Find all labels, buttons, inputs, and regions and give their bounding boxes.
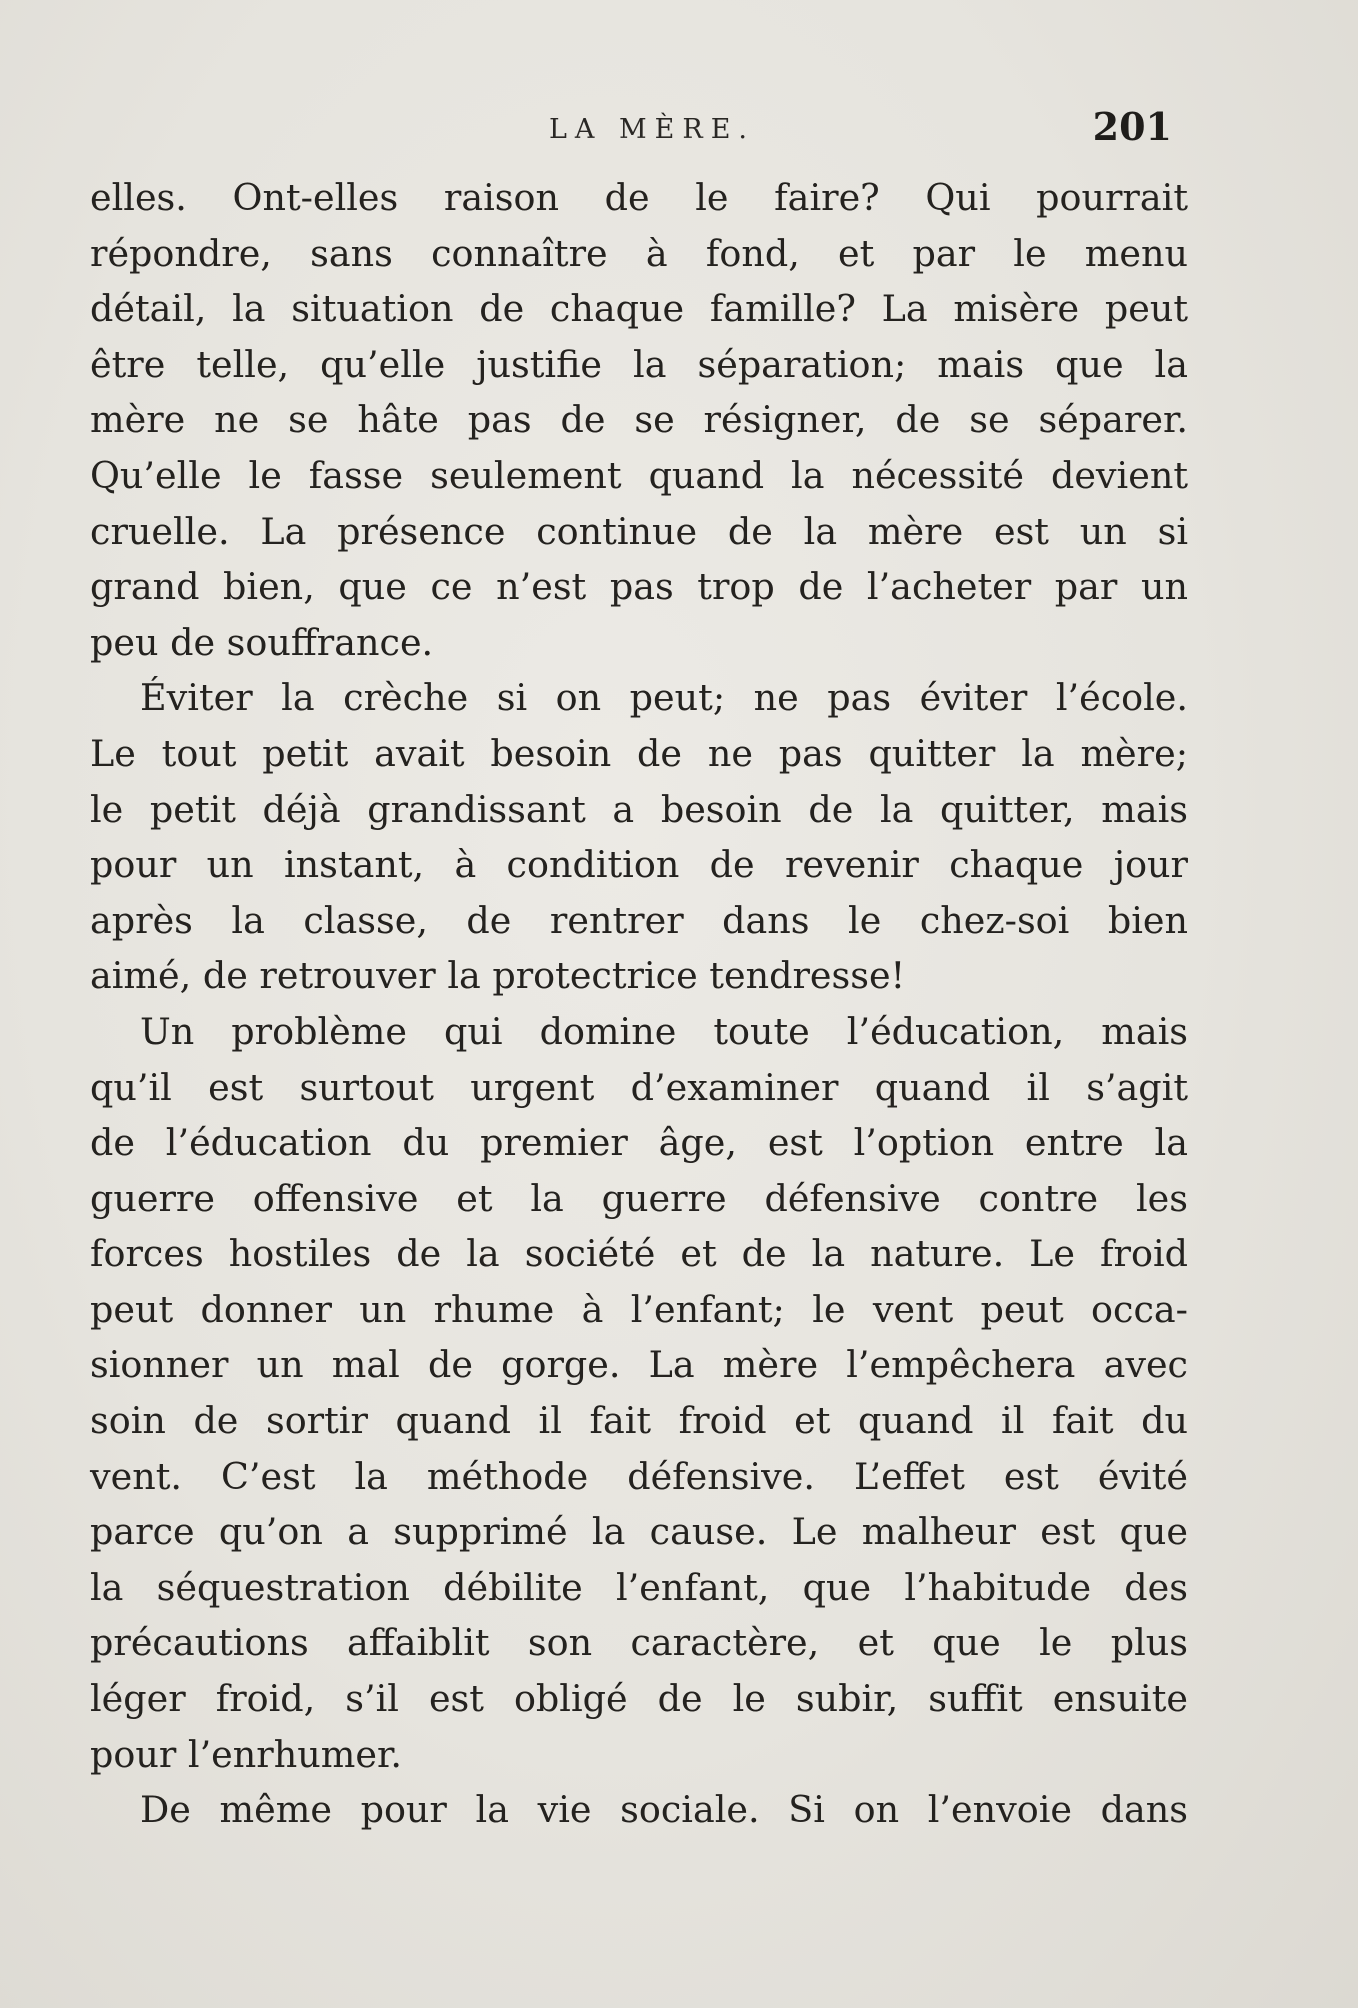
text-line: aimé, de retrouver la protectrice tendresse! xyxy=(90,954,906,998)
text-line: détail, la situation de chaque famille? La misère peut xyxy=(90,287,1188,331)
paragraph xyxy=(90,670,1188,1004)
text-line: forces hostiles de la société et de la nature. Le froid xyxy=(90,1232,1188,1276)
text-line: Éviter la crèche si on peut; ne pas éviter l’école. xyxy=(140,676,1188,720)
text-line: sionner un mal de gorge. La mère l’empêchera avec xyxy=(90,1343,1188,1387)
text-line: peu de souffrance. xyxy=(90,620,434,664)
text-line: de l’éducation du premier âge, est l’option entre la xyxy=(90,1121,1188,1165)
text-line: guerre offensive et la guerre défensive contre les xyxy=(90,1176,1188,1220)
text-line: être telle, qu’elle justifie la séparation; mais que la xyxy=(90,342,1188,386)
text-line: léger froid, s’il est obligé de le subir, suffit ensuite xyxy=(90,1677,1188,1721)
text-line: Qu’elle le fasse seulement quand la nécessité devient xyxy=(90,453,1188,497)
running-head: LA MÈRE. xyxy=(549,114,755,145)
text-line: parce qu’on a supprimé la cause. Le malheur est que xyxy=(90,1510,1188,1554)
text-line: précautions affaiblit son caractère, et que le plus xyxy=(90,1621,1188,1665)
text-line: elles. Ont-elles raison de le faire? Qui pourrait xyxy=(90,176,1188,219)
text-line: peut donner un rhume à l’enfant; le vent peut occa- xyxy=(90,1287,1188,1331)
text-line: après la classe, de rentrer dans le chez-soi bien xyxy=(90,898,1188,942)
text-line: De même pour la vie sociale. Si on l’envoie dans xyxy=(140,1788,1188,1832)
text-line: Un problème qui domine toute l’éducation, mais xyxy=(140,1009,1188,1053)
paragraph xyxy=(90,1782,1188,1838)
text-line: répondre, sans connaître à fond, et par le menu xyxy=(90,231,1188,275)
page-number: 201 xyxy=(1092,104,1172,149)
paragraph xyxy=(90,1004,1188,1782)
text-line: pour l’enrhumer. xyxy=(90,1732,402,1776)
text-line: pour un instant, à condition de revenir chaque jour xyxy=(90,843,1188,887)
text-line: vent. C’est la méthode défensive. L’effet est évité xyxy=(90,1454,1188,1498)
text-line: grand bien, que ce n’est pas trop de l’acheter par un xyxy=(90,565,1188,609)
text-line: cruelle. La présence continue de la mère est un si xyxy=(90,509,1188,553)
text-line: Le tout petit avait besoin de ne pas quitter la mère; xyxy=(90,731,1188,775)
text-line: qu’il est surtout urgent d’examiner quand il s’agit xyxy=(90,1065,1188,1109)
text-line: soin de sortir quand il fait froid et quand il fait du xyxy=(90,1399,1188,1443)
page-header xyxy=(92,104,1172,154)
paragraph xyxy=(90,170,1188,670)
text-line: la séquestration débilite l’enfant, que l’habitude des xyxy=(90,1565,1188,1609)
text-line: le petit déjà grandissant a besoin de la quitter, mais xyxy=(90,787,1188,831)
body-text xyxy=(90,170,1188,1838)
text-line: mère ne se hâte pas de se résigner, de se séparer. xyxy=(90,398,1188,442)
